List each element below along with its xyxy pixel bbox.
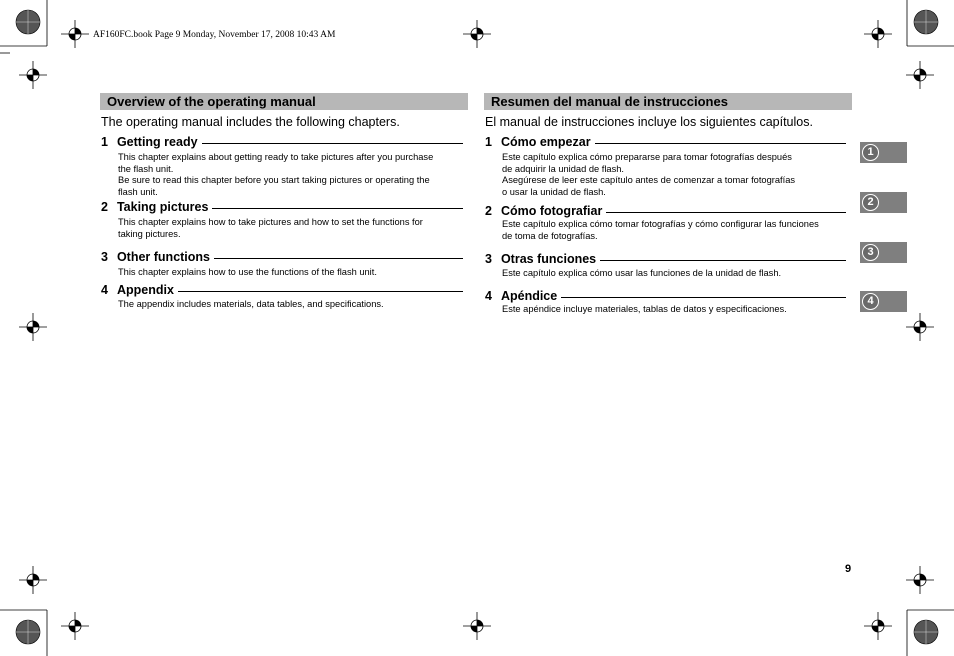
desc-line: This chapter explains how to use the functions of the flash unit. bbox=[118, 267, 377, 277]
leader-rule bbox=[202, 143, 463, 144]
desc-line: Este apéndice incluye materiales, tablas de datos y especificaciones. bbox=[502, 304, 787, 314]
desc-line: taking pictures. bbox=[118, 228, 181, 239]
chapter-title: Appendix bbox=[116, 283, 174, 297]
desc-line: Be sure to read this chapter before you start taking pictures or operating the bbox=[118, 175, 430, 186]
chapter-desc-en-2 bbox=[118, 217, 423, 240]
tab-number: 3 bbox=[862, 244, 879, 261]
tab-number: 4 bbox=[862, 293, 879, 310]
chapter-heading-en-1 bbox=[101, 135, 463, 149]
chapter-title: Otras funciones bbox=[500, 252, 597, 266]
desc-line: The appendix includes materials, data tables, and specifications. bbox=[118, 299, 384, 309]
chapter-heading-en-4 bbox=[101, 283, 463, 297]
chapter-tab-4[interactable] bbox=[860, 291, 907, 312]
chapter-title: Apéndice bbox=[500, 289, 558, 303]
chapter-tab-1[interactable] bbox=[860, 142, 907, 163]
chapter-number: 1 bbox=[101, 135, 108, 149]
chapter-number: 4 bbox=[101, 283, 108, 297]
chapter-number: 1 bbox=[485, 135, 492, 149]
chapter-title: Getting ready bbox=[116, 135, 198, 149]
chapter-heading-es-4 bbox=[485, 289, 846, 303]
chapter-number: 2 bbox=[101, 200, 108, 214]
leader-rule bbox=[561, 297, 846, 298]
chapter-heading-en-3 bbox=[101, 250, 463, 264]
leader-rule bbox=[595, 143, 846, 144]
chapter-title: Other functions bbox=[116, 250, 211, 264]
desc-line: o usar la unidad de flash. bbox=[502, 187, 606, 198]
chapter-desc-es-3 bbox=[502, 268, 781, 280]
desc-line: de toma de fotografías. bbox=[502, 230, 598, 241]
tab-number: 2 bbox=[862, 194, 879, 211]
chapter-title: Cómo fotografiar bbox=[500, 204, 603, 218]
chapter-desc-en-1 bbox=[118, 152, 433, 199]
chapter-title: Taking pictures bbox=[116, 200, 209, 214]
chapter-desc-en-3 bbox=[118, 267, 377, 279]
chapter-tab-3[interactable] bbox=[860, 242, 907, 263]
leader-rule bbox=[606, 212, 846, 213]
section-title-english: Overview of the operating manual bbox=[100, 93, 468, 110]
chapter-desc-es-2 bbox=[502, 219, 819, 242]
desc-line: Asegúrese de leer este capítulo antes de comenzar a tomar fotografías bbox=[502, 175, 796, 186]
page-number: 9 bbox=[845, 563, 852, 575]
chapter-number: 3 bbox=[101, 250, 108, 264]
desc-line: Este capítulo explica cómo tomar fotografías y cómo configurar las funciones bbox=[502, 219, 819, 229]
desc-line: the flash unit. bbox=[118, 163, 174, 174]
leader-rule bbox=[214, 258, 463, 259]
section-title-spanish: Resumen del manual de instrucciones bbox=[484, 93, 852, 110]
tab-number: 1 bbox=[862, 144, 879, 161]
chapter-desc-es-1 bbox=[502, 152, 795, 199]
leader-rule bbox=[600, 260, 846, 261]
chapter-number: 3 bbox=[485, 252, 492, 266]
chapter-heading-es-3 bbox=[485, 252, 846, 266]
desc-line: This chapter explains about getting ready to take pictures after you purchase bbox=[118, 152, 434, 162]
desc-line: Este capítulo explica cómo usar las funciones de la unidad de flash. bbox=[502, 268, 782, 278]
chapter-desc-es-4 bbox=[502, 304, 787, 316]
leader-rule bbox=[178, 291, 463, 292]
intro-spanish: El manual de instrucciones incluye los siguientes capítulos. bbox=[485, 115, 813, 129]
chapter-number: 2 bbox=[485, 204, 492, 218]
chapter-tab-2[interactable] bbox=[860, 192, 907, 213]
running-header: AF160FC.book Page 9 Monday, November 17, 2008 10:43 AM bbox=[93, 30, 336, 40]
desc-line: de adquirir la unidad de flash. bbox=[502, 163, 624, 174]
chapter-heading-es-1 bbox=[485, 135, 846, 149]
chapter-heading-es-2 bbox=[485, 204, 846, 218]
leader-rule bbox=[212, 208, 463, 209]
chapter-heading-en-2 bbox=[101, 200, 463, 214]
desc-line: flash unit. bbox=[118, 187, 158, 198]
intro-english: The operating manual includes the following chapters. bbox=[101, 115, 400, 129]
desc-line: This chapter explains how to take pictures and how to set the functions for bbox=[118, 217, 423, 227]
chapter-number: 4 bbox=[485, 289, 492, 303]
chapter-title: Cómo empezar bbox=[500, 135, 591, 149]
chapter-desc-en-4 bbox=[118, 299, 384, 311]
desc-line: Este capítulo explica cómo prepararse para tomar fotografías después bbox=[502, 152, 792, 162]
